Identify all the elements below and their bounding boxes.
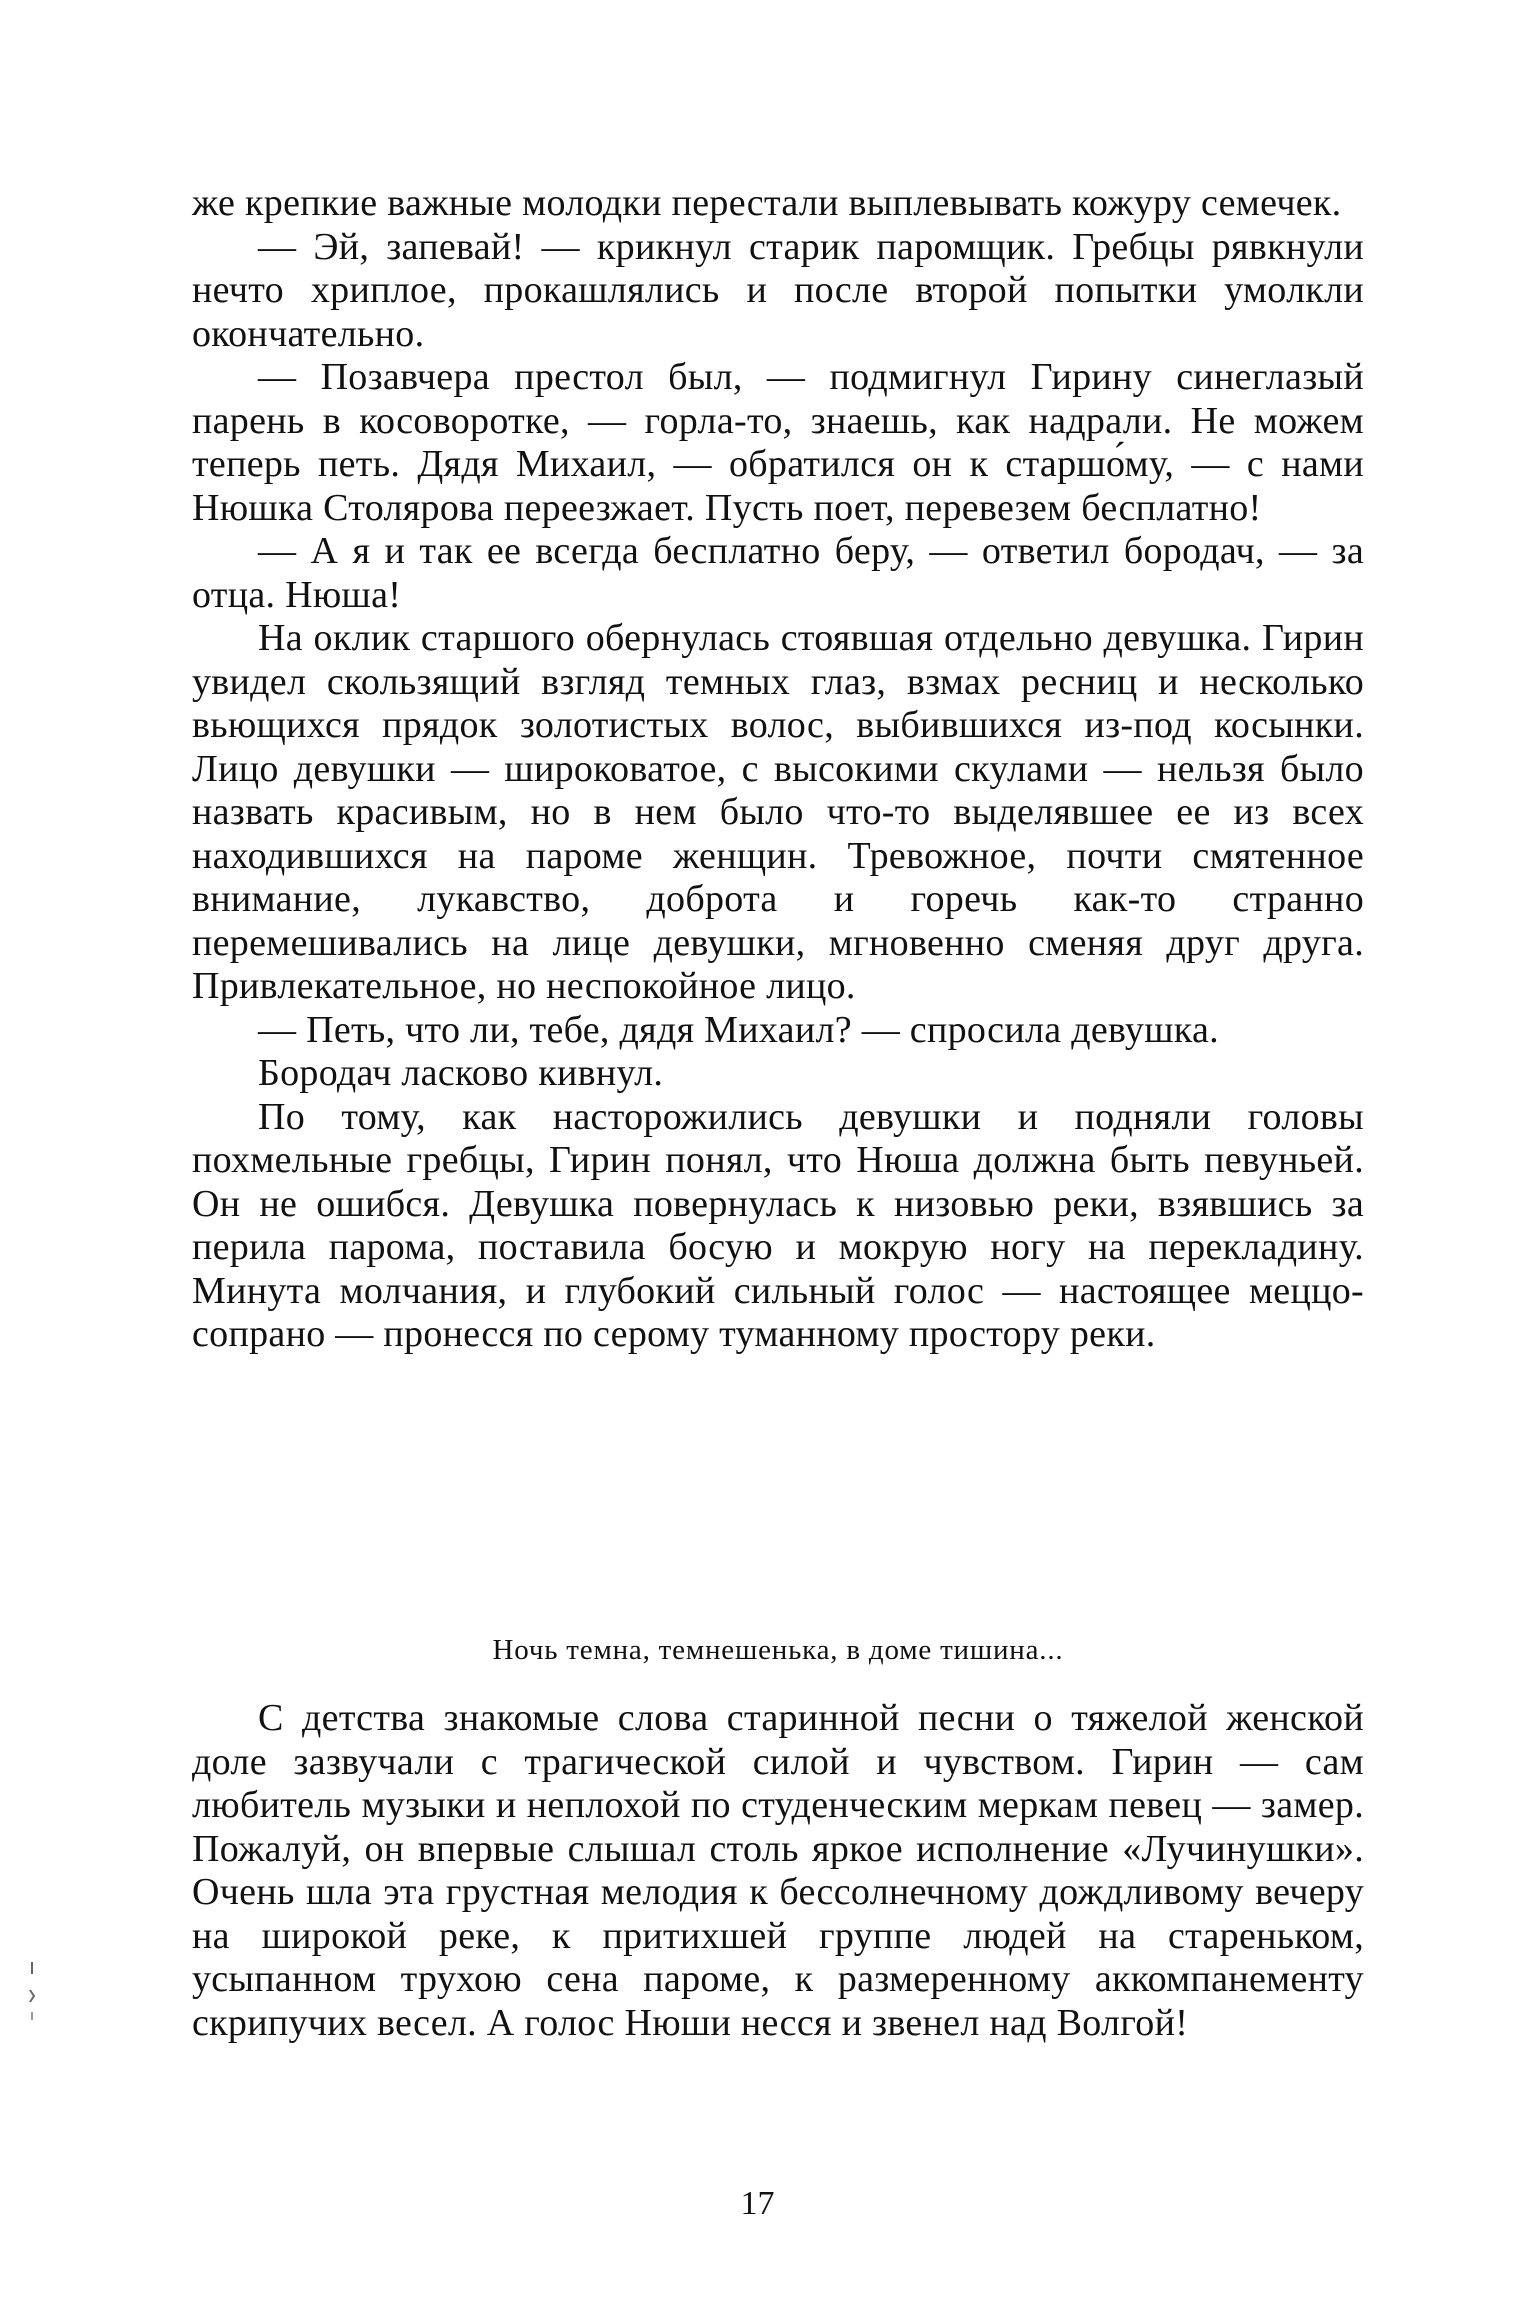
paragraph-8: По тому, как насторожились девушки и подняли головы похмельные гребцы, Гирин понял, что Нюша должна быть певуньей. Он не ошибся. Девушка повернулась к низовью реки, взявшись за перила парома, поставила босую и мокрую ногу на перекладину. Минута молчания, и глубокий сильный голос — настоящее меццо-сопрано — пронесся по серому туманному простору реки. [192,1095,1364,1355]
paragraph-6: — Петь, что ли, тебе, дядя Михаил? — спросила девушка. [258,1008,1219,1051]
paragraph-5: На оклик старшого обернулась стоявшая отдельно девушка. Гирин увидел скользящий взгляд темных глаз, взмах ресниц и несколько вьющихся прядок золотистых волос, выбившихся из-под косынки. Лицо девушки — широковатое, с высокими скулами — нельзя было назвать красивым, но в нем было что-то выделявшее ее из всех находившихся на пароме женщин. Тревожное, почти смятенное внимание, лукавство, доброта и горечь как-то странно перемешивались на лице девушки, мгновенно сменяя друг друга. Привлекательное, но неспокойное лицо. [192,617,1364,1007]
main-text-block [192,182,1364,1357]
paragraph-7: Бородач ласково кивнул. [258,1052,664,1094]
song-epigraph: Ночь темна, темнешенька, в доме тишина... [492,1634,1064,1666]
after-epigraph-text-block [192,1697,1364,2045]
paragraph-2: — Эй, запевай! — крикнул старик паромщик. Гребцы рявкнули нечто хриплое, прокашлялись и после второй попытки умолкли окончательно. [192,225,1364,355]
paragraph-1: же крепкие важные молодки перестали выплевывать кожуру семечек. [192,182,1342,224]
paragraph-9: С детства знакомые слова старинной песни о тяжелой женской доле зазвучали с трагической силой и чувством. Гирин — сам любитель музыки и неплохой по студенческим меркам певец — замер. Пожалуй, он впервые слышал столь яркое исполнение «Лучинушки». Очень шла эта грустная мелодия к бессолнечному дождливому вечеру на широкой реке, к притихшей группе людей на стареньком, усыпанном трухою сена пароме, к размеренному аккомпанементу скрипучих весел. А голос Нюши несся и звенел над Волгой! [192,1697,1364,2044]
paragraph-4: — А я и так ее всегда бесплатно беру, — ответил бородач, — за отца. Нюша! [192,530,1364,616]
scan-mark-icon [28,1960,36,2030]
page-number: 17 [740,2185,775,2222]
margin-scan-marks [28,1960,36,2030]
paragraph-3: — Позавчера престол был, — подмигнул Гирину синеглазый парень в косоворотке, — горла-то, знаешь, как надрали. Не можем теперь петь. Дядя Михаил, — обратился он к старшо́му, — с нами Нюшка Столярова переезжает. Пусть поет, перевезем бесплатно! [192,356,1364,529]
